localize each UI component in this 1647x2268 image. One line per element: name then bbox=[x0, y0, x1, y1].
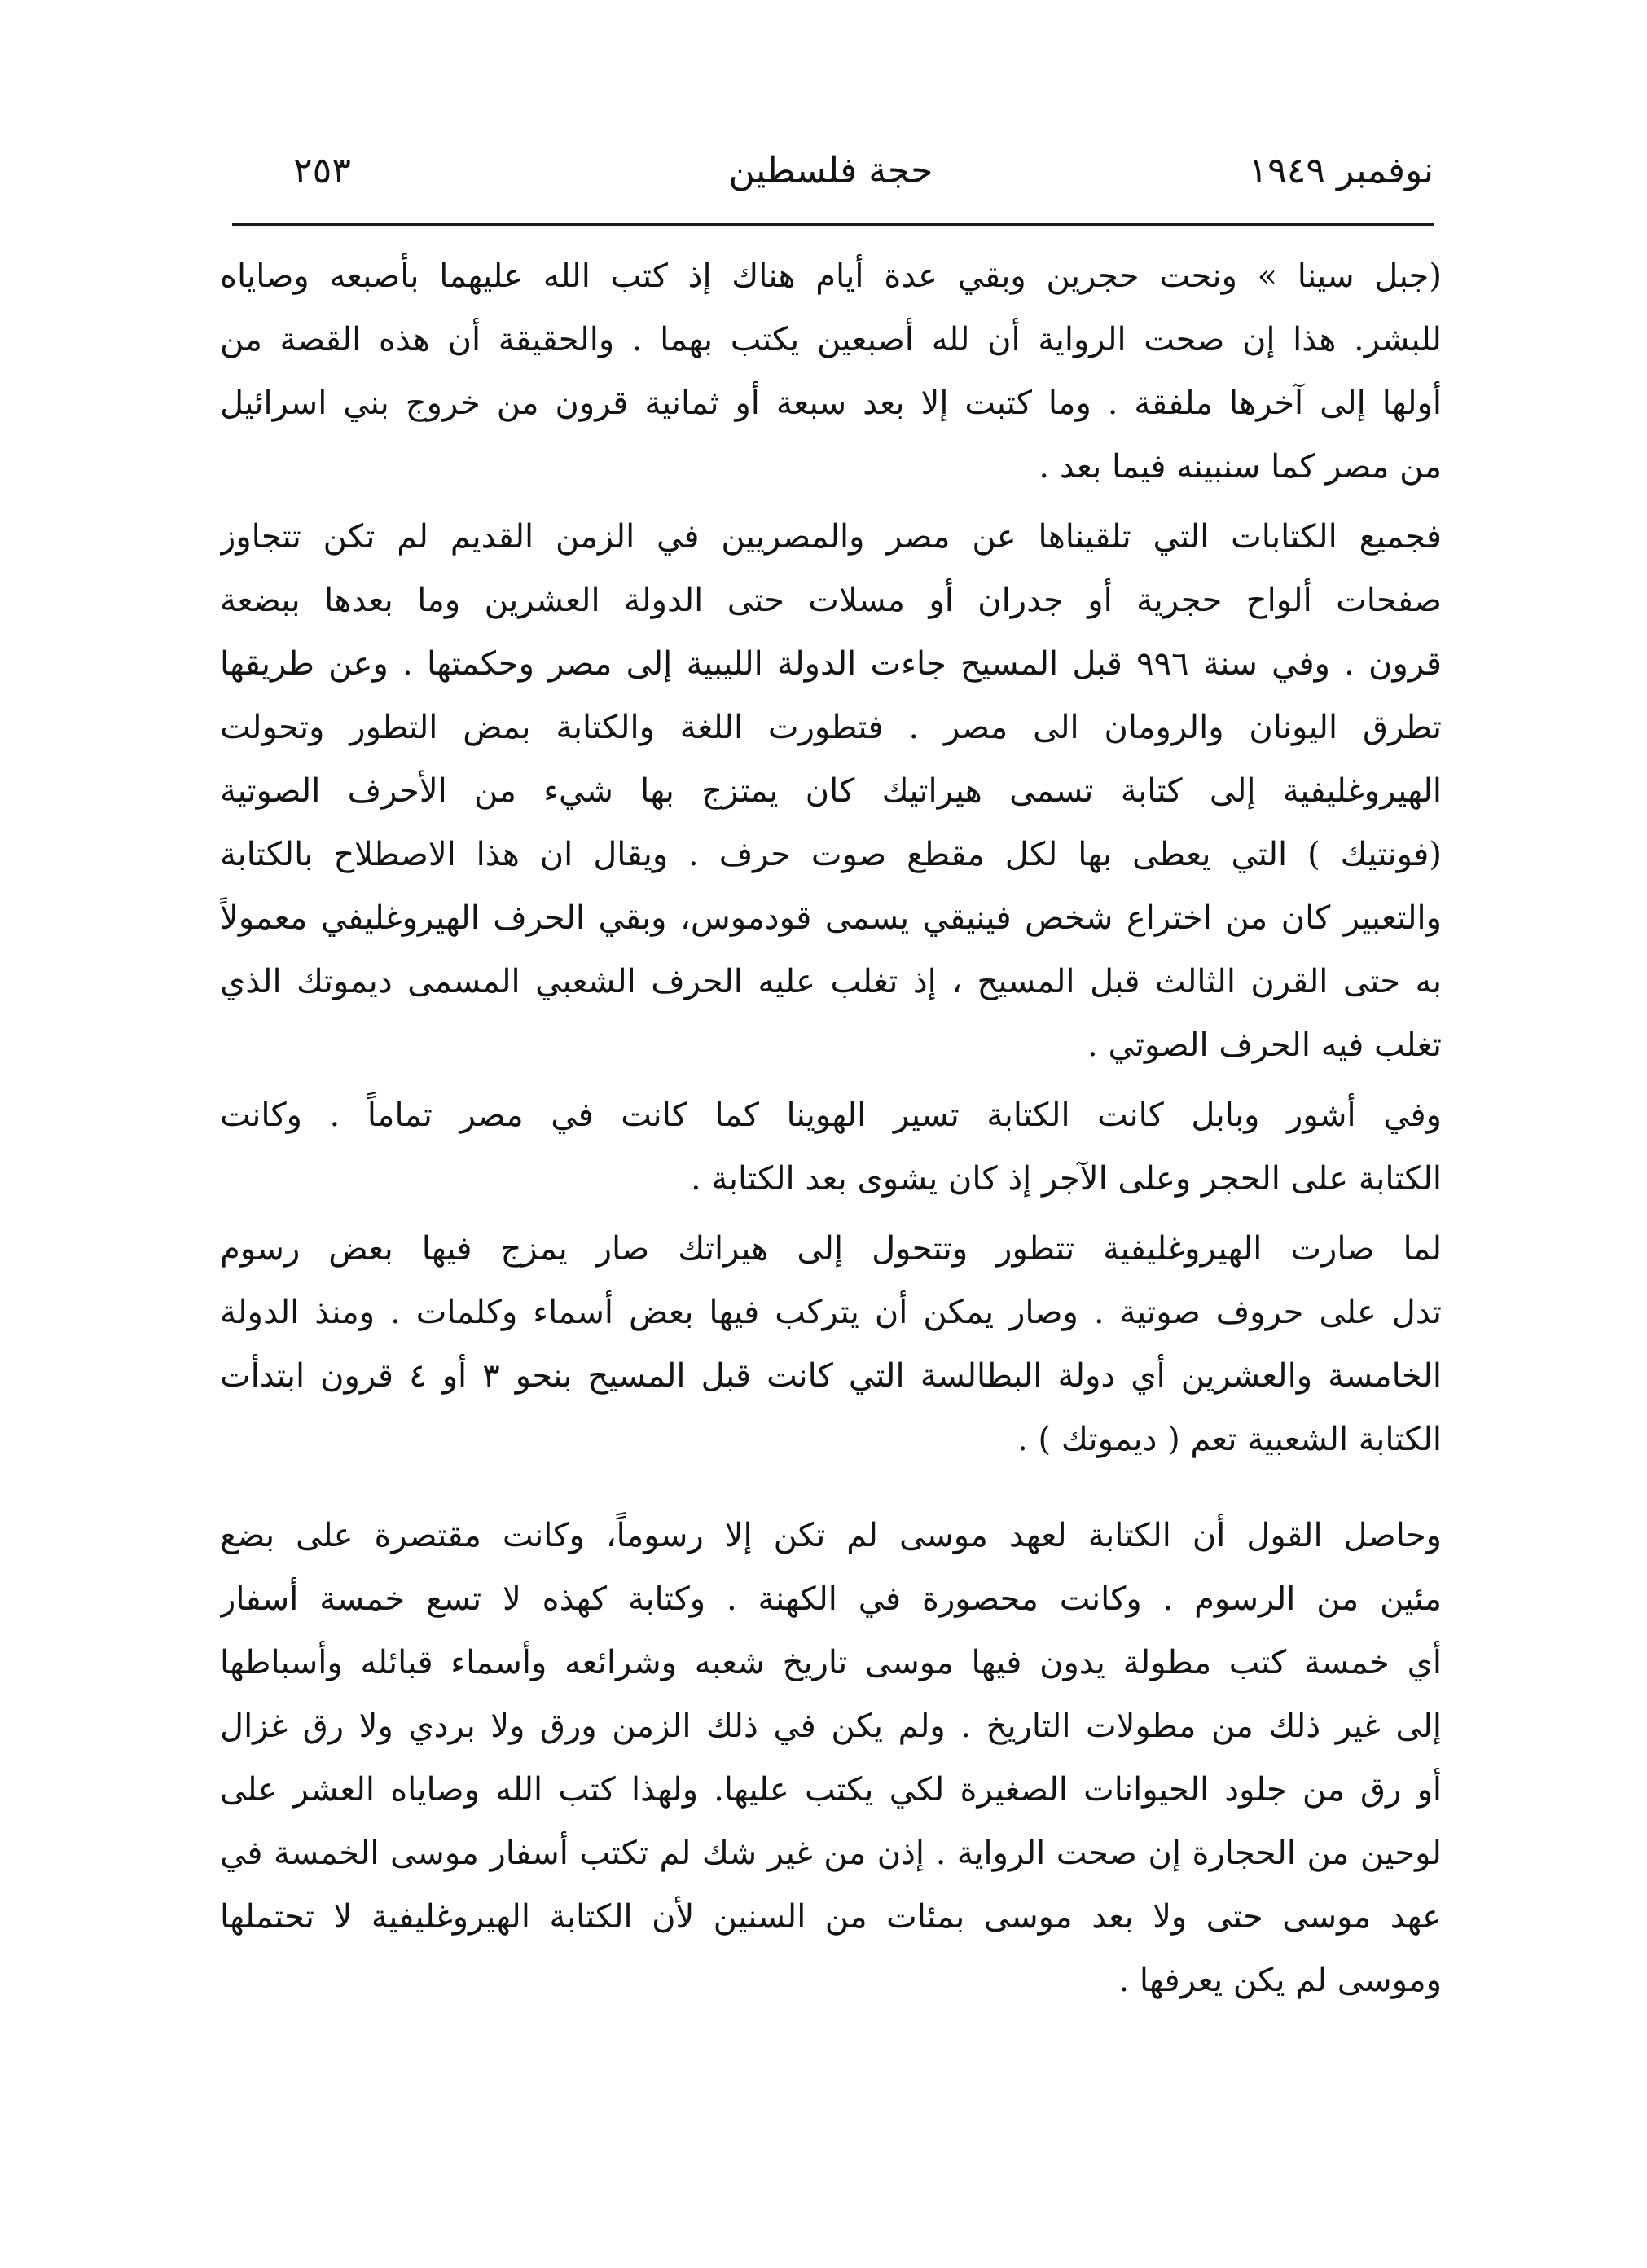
header-date: نوفمبر ١٩٤٩ bbox=[1248, 150, 1434, 191]
text-line: أي خمسة كتب مطولة يدون فيها موسى تاريخ شعبه وشرائعه وأسماء قبائله وأسباطها bbox=[220, 1644, 1442, 1681]
body-text bbox=[220, 244, 1442, 2012]
header-rule bbox=[232, 223, 1434, 226]
text-line: وموسى لم يكن يعرفها . bbox=[1118, 1962, 1442, 1999]
page-header bbox=[228, 138, 1434, 212]
header-title: حجة فلسطين bbox=[728, 150, 933, 191]
text-line: تغلب فيه الحرف الصوتي . bbox=[1087, 1026, 1442, 1064]
text-line: وفي أشور وبابل كانت الكتابة تسير الهوينا كما كانت في مصر تماماً . وكانت bbox=[220, 1097, 1442, 1134]
text-line: أولها إلى آخرها ملفقة . وما كتبت إلا بعد سبعة أو ثمانية قرون من خروج بني اسرائيل bbox=[220, 385, 1442, 422]
paragraph-4 bbox=[220, 1217, 1442, 1471]
text-line: الخامسة والعشرين أي دولة البطالسة التي كانت قبل المسيح بنحو ٣ أو ٤ قرون ابتدأت bbox=[220, 1357, 1442, 1395]
page-number: ٢٥٣ bbox=[293, 150, 351, 191]
text-line: قرون . وفي سنة ٩٩٦ قبل المسيح جاءت الدولة الليبية إلى مصر وحكمتها . وعن طريقها bbox=[220, 645, 1442, 683]
text-line: (فونتيك ) التي يعطى بها لكل مقطع صوت حرف . ويقال ان هذا الاصطلاح بالكتابة bbox=[220, 836, 1442, 873]
text-line: تدل على حروف صوتية . وصار يمكن أن يتركب فيها بعض أسماء وكلمات . ومنذ الدولة bbox=[220, 1294, 1442, 1331]
paragraph-5 bbox=[220, 1504, 1442, 2012]
text-line: (جبل سينا » ونحت حجرين وبقي عدة أيام هناك إذ كتب الله عليهما بأصبعه وصاياه bbox=[220, 257, 1442, 295]
text-line: من مصر كما سنبينه فيما بعد . bbox=[1039, 448, 1442, 486]
text-line: الكتابة الشعبية تعم ( ديموتك ) . bbox=[1017, 1421, 1442, 1458]
text-line: فجميع الكتابات التي تلقيناها عن مصر والمصريين في الزمن القديم لم تكن تتجاوز bbox=[220, 518, 1442, 556]
text-line: للبشر. هذا إن صحت الرواية أن لله أصبعين يكتب بهما . والحقيقة أن هذه القصة من bbox=[220, 321, 1442, 358]
text-line: أو رق من جلود الحيوانات الصغيرة لكي يكتب عليها. ولهذا كتب الله وصاياه العشر على bbox=[220, 1771, 1442, 1809]
text-line: به حتى القرن الثالث قبل المسيح ، إذ تغلب عليه الحرف الشعبي المسمى ديموتك الذي bbox=[220, 963, 1442, 1000]
paragraph-2 bbox=[220, 505, 1442, 1077]
text-line: وحاصل القول أن الكتابة لعهد موسى لم تكن إلا رسوماً، وكانت مقتصرة على بضع bbox=[220, 1517, 1442, 1554]
paragraph-3 bbox=[220, 1083, 1442, 1211]
text-line: إلى غير ذلك من مطولات التاريخ . ولم يكن في ذلك الزمن ورق ولا بردي ولا رق غزال bbox=[220, 1708, 1442, 1745]
text-line: لما صارت الهيروغليفية تتطور وتتحول إلى هيراتك صار يمزج فيها بعض رسوم bbox=[220, 1230, 1442, 1268]
text-line: والتعبير كان من اختراع شخص فينيقي يسمى قودموس، وبقي الحرف الهيروغليفي معمولاً bbox=[220, 899, 1442, 937]
text-line: صفحات ألواح حجرية أو جدران أو مسلات حتى الدولة العشرين وما بعدها ببضعة bbox=[220, 582, 1442, 619]
text-line: عهد موسى حتى ولا بعد موسى بمئات من السنين لأن الكتابة الهيروغليفية لا تحتملها bbox=[220, 1898, 1442, 1936]
text-line: لوحين من الحجارة إن صحت الرواية . إذن من غير شك لم تكتب أسفار موسى الخمسة في bbox=[220, 1835, 1442, 1872]
paragraph-1 bbox=[220, 244, 1442, 499]
text-line: الكتابة على الحجر وعلى الآجر إذ كان يشوى بعد الكتابة . bbox=[690, 1160, 1442, 1198]
text-line: مئين من الرسوم . وكانت محصورة في الكهنة . وكتابة كهذه لا تسع خمسة أسفار bbox=[220, 1580, 1442, 1618]
text-line: الهيروغليفية إلى كتابة تسمى هيراتيك كان يمتزج بها شيء من الأحرف الصوتية bbox=[220, 772, 1442, 810]
text-line: تطرق اليونان والرومان الى مصر . فتطورت اللغة والكتابة بمض التطور وتحولت bbox=[220, 709, 1442, 746]
